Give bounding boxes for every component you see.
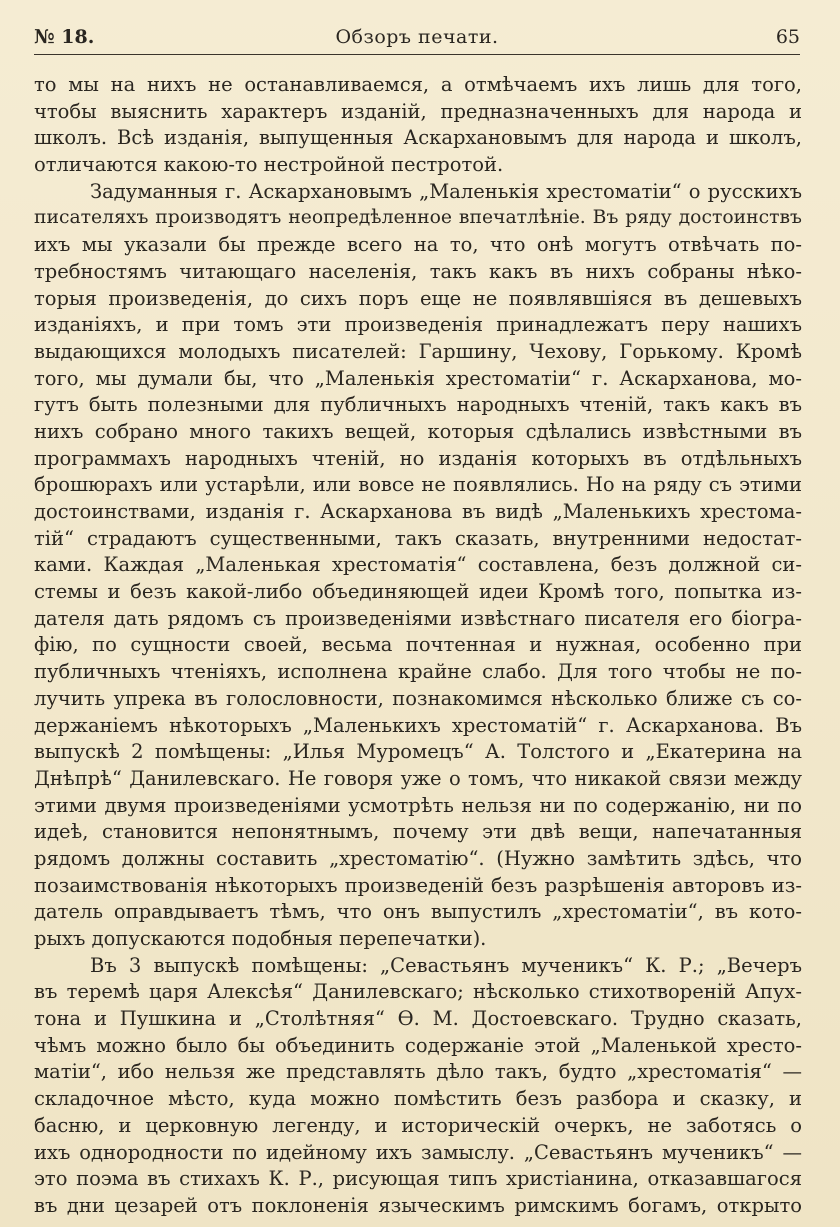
text-line: чтобы выяснить характеръ изданій, предназначенныхъ для народа и (34, 99, 802, 123)
text-line: позаимствованія нѣкоторыхъ произведеній безъ разрѣшенія авторовъ из- (34, 873, 802, 897)
text-line: программахъ народныхъ чтеній, но изданія которыхъ въ отдѣльныхъ (34, 446, 802, 470)
text-line: выдающихся молодыхъ писателей: Гаршину, Чехову, Горькому. Кромѣ (34, 339, 802, 363)
text-line: отличаются какою-то нестройной пестротой. (34, 153, 504, 177)
page-header (34, 24, 800, 55)
text-line: этими двумя произведеніями усмотрѣть нельзя ни по содержанію, ни по (34, 793, 802, 817)
text-line: это поэма въ стихахъ К. Р., рисующая типъ христіанина, отказавшагося (34, 1167, 802, 1191)
text-line: то мы на нихъ не останавливаемся, а отмѣчаемъ ихъ лишь для того, (34, 73, 802, 96)
text-line: публичныхъ чтеніяхъ, исполнена крайне слабо. Для того чтобы не по- (34, 660, 802, 684)
text-line: требностямъ читающаго населенія, такъ какъ въ нихъ собраны нѣко- (34, 259, 802, 283)
text-line: чѣмъ можно было бы объединить содержаніе этой „Маленькой хресто- (34, 1033, 802, 1057)
text-line: датель оправдываетъ тѣмъ, что онъ выпустилъ „хрестоматіи“, въ кото- (34, 900, 802, 924)
text-line: школъ. Всѣ изданія, выпущенныя Аскархановымъ для народа и школъ, (34, 126, 802, 150)
text-line: дателя дать рядомъ съ произведеніями извѣстнаго писателя его біогра- (34, 606, 802, 630)
text-line: стемы и безъ какой-либо объединяющей идеи Кромѣ того, попытка из- (34, 580, 802, 604)
text-line: изданіяхъ, и при томъ эти произведенія принадлежатъ перу нашихъ (34, 313, 802, 337)
text-line: торыя произведенія, до сихъ поръ еще не появлявшіяся въ дешевыхъ (34, 286, 802, 310)
running-title: Обзоръ печати. (335, 26, 499, 48)
text-line: матіи“, ибо нельзя же представлять дѣло такъ, будто „хрестоматія“ — (34, 1060, 802, 1084)
text-line: Въ 3 выпускѣ помѣщены: „Севастьянъ мученикъ“ К. Р.; „Вечеръ (90, 953, 802, 977)
text-line: басню, и церковную легенду, и историческій очеркъ, не заботясь о (34, 1113, 802, 1137)
text-line: держаніемъ нѣкоторыхъ „Маленькихъ хрестоматій“ г. Аскарханова. Въ (34, 713, 802, 737)
text-line: ихъ однородности по идейному ихъ замыслу. „Севастьянъ мученикъ“ — (34, 1140, 802, 1164)
text-line: Задуманныя г. Аскархановымъ „Маленькія хрестоматіи“ о русскихъ (90, 179, 802, 203)
issue-number: № 18. (34, 26, 95, 48)
body-text (34, 72, 802, 1220)
text-line: въ дни цезарей отъ поклоненія языческимъ римскимъ богамъ, открыто (34, 1193, 802, 1217)
text-line: Днѣпрѣ“ Данилевскаго. Не говоря уже о томъ, что никакой связи между (34, 766, 802, 790)
text-line: выпускѣ 2 помѣщены: „Илья Муромецъ“ А. Толстого и „Екатерина на (34, 740, 802, 764)
text-line: брошюрахъ или устарѣли, или вовсе не появлялись. Но на ряду съ этими (34, 473, 802, 497)
text-line: того, мы думали бы, что „Маленькія хрестоматіи“ г. Аскарханова, мо- (34, 366, 802, 390)
text-line: ками. Каждая „Маленькая хрестоматія“ составлена, безъ должной си- (34, 553, 802, 577)
text-line: идеѣ, становится непонятнымъ, почему эти двѣ вещи, напечатанныя (34, 820, 802, 844)
text-line: лучить упрека въ голословности, познакомимся нѣсколько ближе съ со- (34, 686, 802, 710)
text-line: ихъ мы указали бы прежде всего на то, что онѣ могутъ отвѣчать по- (34, 233, 802, 257)
text-line: рыхъ допускаются подобныя перепечатки). (34, 927, 487, 950)
text-line: рядомъ должны составить „хрестоматію“. (Нужно замѣтить здѣсь, что (34, 846, 802, 870)
text-line: гутъ быть полезными для публичныхъ народныхъ чтеній, такъ какъ въ (34, 393, 802, 417)
text-line: фію, по сущности своей, весьма почтенная и нужная, особенно при (34, 633, 802, 657)
text-line: тона и Пушкина и „Столѣтняя“ Ѳ. М. Достоевскаго. Трудно сказать, (34, 1007, 802, 1031)
text-line: нихъ собрано много такихъ вещей, которыя сдѣлались извѣстными въ (34, 419, 802, 443)
text-line: въ теремѣ царя Алексѣя“ Данилевскаго; нѣсколько стихотвореній Апух- (34, 980, 802, 1004)
text-line: писателяхъ производятъ неопредѣленное впечатлѣніе. Въ ряду достоинствъ (34, 207, 802, 229)
text-line: складочное мѣсто, куда можно помѣстить безъ разбора и сказку, и (34, 1087, 802, 1111)
page-number: 65 (775, 26, 800, 48)
text-line: достоинствами, изданія г. Аскарханова въ видѣ „Маленькихъ хрестома- (34, 500, 802, 523)
text-line: тій“ страдаютъ существенными, такъ сказать, внутренними недостат- (34, 526, 802, 550)
